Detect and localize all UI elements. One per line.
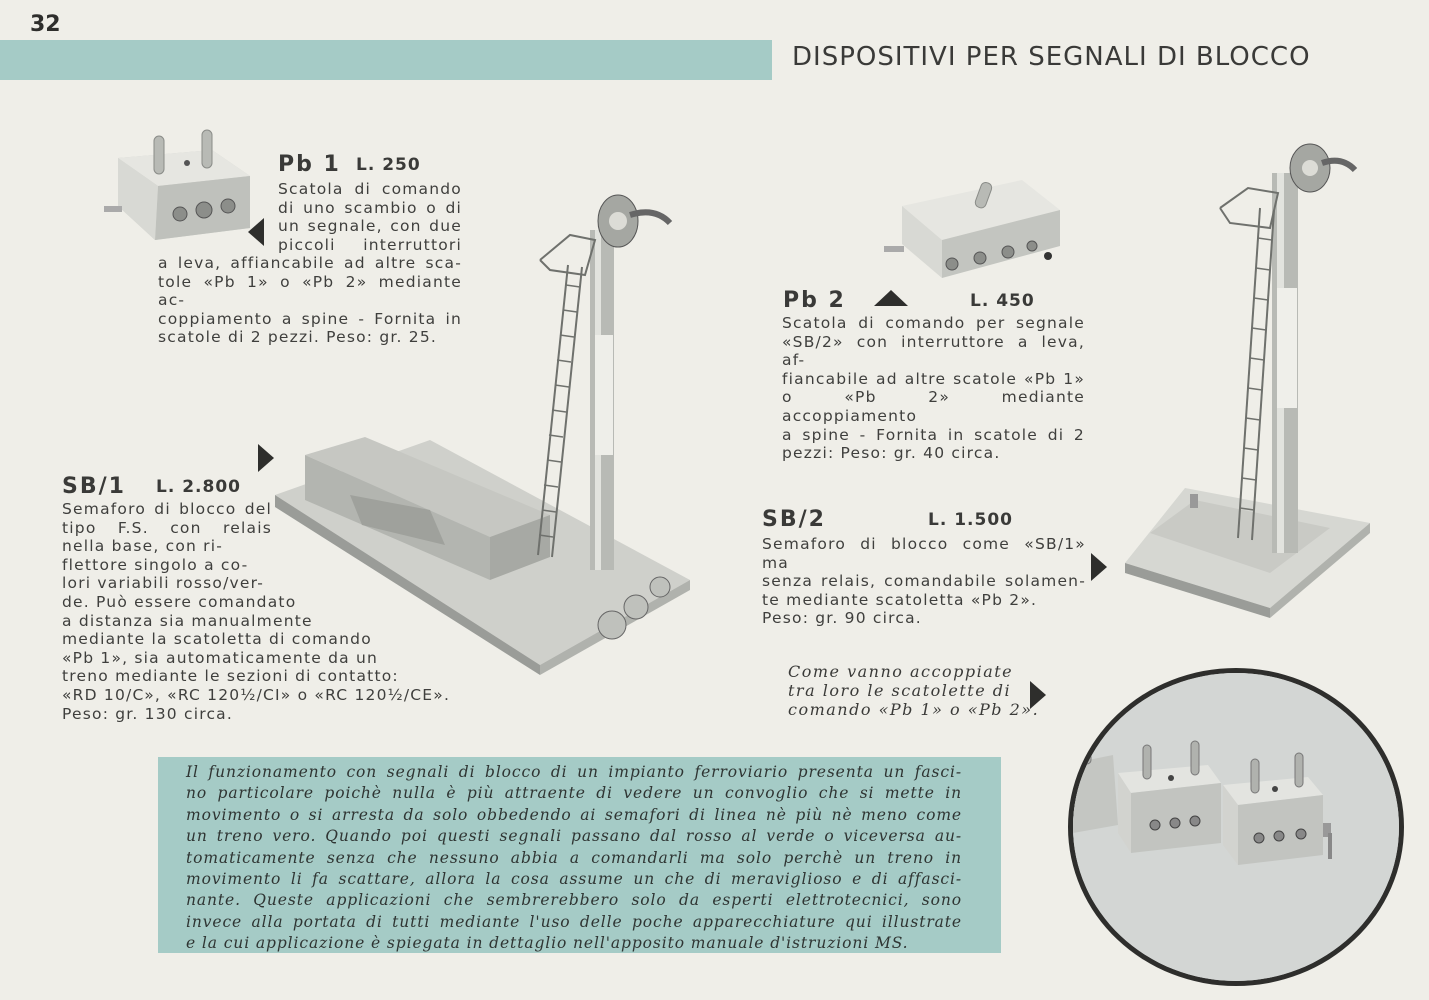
pointer-right-icon	[1091, 553, 1107, 581]
caption-line-3: comando «Pb 1» o «Pb 2».	[788, 700, 1040, 719]
coupling-caption	[788, 662, 1040, 719]
pb2-code: Pb 2	[783, 288, 846, 313]
sb1-desc-b	[62, 593, 462, 723]
sb2-line-3: te mediante scatoletta «Pb 2».	[762, 590, 1038, 609]
page-title: DISPOSITIVI PER SEGNALI DI BLOCCO	[792, 42, 1311, 72]
note-line-6: movimento li fa scattare, allora la cosa assume un che di meraviglioso e di affasci-	[186, 870, 962, 889]
pb1-line-7: coppiamento a spine - Fornita in	[158, 309, 462, 328]
sb2-line-1: Semaforo di blocco come «SB/1» ma	[762, 535, 1086, 572]
sb1-line-9: «Pb 1», sia automaticamente da un	[62, 648, 378, 667]
coupled-boxes-image	[1073, 673, 1399, 981]
pb2-line-6: pezzi: Peso: gr. 40 circa.	[782, 444, 1001, 463]
pb1-line-4: piccoli interruttori	[278, 235, 462, 254]
sb1-line-7: a distanza sia manualmente	[62, 611, 313, 630]
pb2-line-2: «SB/2» con interruttore a leva, af-	[782, 332, 1085, 370]
pb1-photo	[100, 108, 265, 248]
sb1-line-5: lori variabili rosso/ver-	[62, 574, 264, 593]
pb2-line-1: Scatola di comando per segnale	[782, 314, 1085, 332]
pb2-line-4: o «Pb 2» mediante accoppiamento	[782, 388, 1085, 425]
pb1-line-2: di uno scambio o di	[278, 198, 462, 217]
sb1-line-11: «RD 10/C», «RC 120½/CI» o «RC 120½/CE».	[62, 685, 451, 704]
pb2-price: L. 450	[970, 291, 1035, 311]
coupling-photo	[1068, 668, 1404, 986]
pb1-line-1: Scatola di comando	[278, 180, 462, 198]
pb2-photo	[882, 168, 1067, 283]
note-line-9: e la cui applicazione è spiegata in dettaglio nell'apposito manuale d'istruzioni MS.	[186, 934, 909, 953]
sb1-line-4: flettore singolo a co-	[62, 555, 249, 574]
pb2-line-3: fiancabile ad altre scatole «Pb 1»	[782, 369, 1085, 388]
sb1-line-1: Semaforo di blocco del	[62, 500, 272, 518]
note-line-7: nante. Queste applicazioni che sembrerebbero solo da esperti elettrotecnici, sono	[186, 891, 962, 910]
sb2-photo	[1120, 138, 1390, 623]
note-line-5: tomaticamente senza che nessuno abbia a comandarli ma solo perchè un treno in	[186, 848, 962, 867]
sb1-line-12: Peso: gr. 130 circa.	[62, 704, 234, 723]
page-number: 32	[30, 12, 61, 37]
note-line-8: invece alla portata di tutti mediante l'uso delle poche apparecchiature qui illustrate	[186, 912, 962, 931]
sb1-price: L. 2.800	[156, 477, 241, 497]
pb1-code: Pb 1	[278, 152, 341, 177]
sb1-line-10: treno mediante le sezioni di contatto:	[62, 667, 399, 686]
note-line-4: un treno vero. Quando poi questi segnali passano dal rosso al verde o viceversa au-	[186, 827, 962, 846]
note-line-3: movimento o si arresta da solo obbedendo ai semafori di linea nè più nè meno come	[186, 805, 962, 824]
sb1-desc-a	[62, 500, 272, 593]
caption-line-2: tra loro le scatolette di	[788, 681, 1012, 700]
header-band	[0, 40, 772, 80]
pb2-desc	[782, 314, 1085, 463]
pointer-right-icon	[1030, 681, 1046, 709]
pb1-line-6: tole «Pb 1» o «Pb 2» mediante ac-	[158, 272, 462, 310]
sb1-line-6: de. Può essere comandato	[62, 593, 297, 611]
pb1-line-5: a leva, affiancabile ad altre sca-	[158, 254, 462, 272]
sb2-line-4: Peso: gr. 90 circa.	[762, 609, 922, 628]
sb2-price: L. 1.500	[928, 510, 1013, 530]
sb1-line-8: mediante la scatoletta di comando	[62, 630, 372, 649]
sb2-desc	[762, 535, 1086, 628]
note-line-2: no particolare poichè nulla è più attraente di vedere un convoglio che si mette in	[186, 784, 962, 803]
sb2-line-2: senza relais, comandabile solamen-	[762, 572, 1086, 591]
pointer-right-icon	[258, 444, 274, 472]
sb1-line-3: nella base, con ri-	[62, 537, 224, 556]
note-line-1: Il funzionamento con segnali di blocco di un impianto ferroviario presenta un fasci-	[186, 763, 962, 781]
pointer-up-icon	[874, 290, 908, 306]
info-text	[186, 762, 962, 955]
pb1-line-8: scatole di 2 pezzi. Peso: gr. 25.	[158, 328, 438, 347]
sb1-code: SB/1	[62, 474, 126, 499]
pb1-line-3: un segnale, con due	[278, 217, 462, 236]
pb2-line-5: a spine - Fornita in scatole di 2	[782, 425, 1085, 444]
sb2-code: SB/2	[762, 507, 826, 532]
caption-line-1: Come vanno accoppiate	[788, 662, 1014, 681]
pb1-price: L. 250	[356, 155, 421, 175]
sb1-line-2: tipo F.S. con relais	[62, 518, 272, 537]
